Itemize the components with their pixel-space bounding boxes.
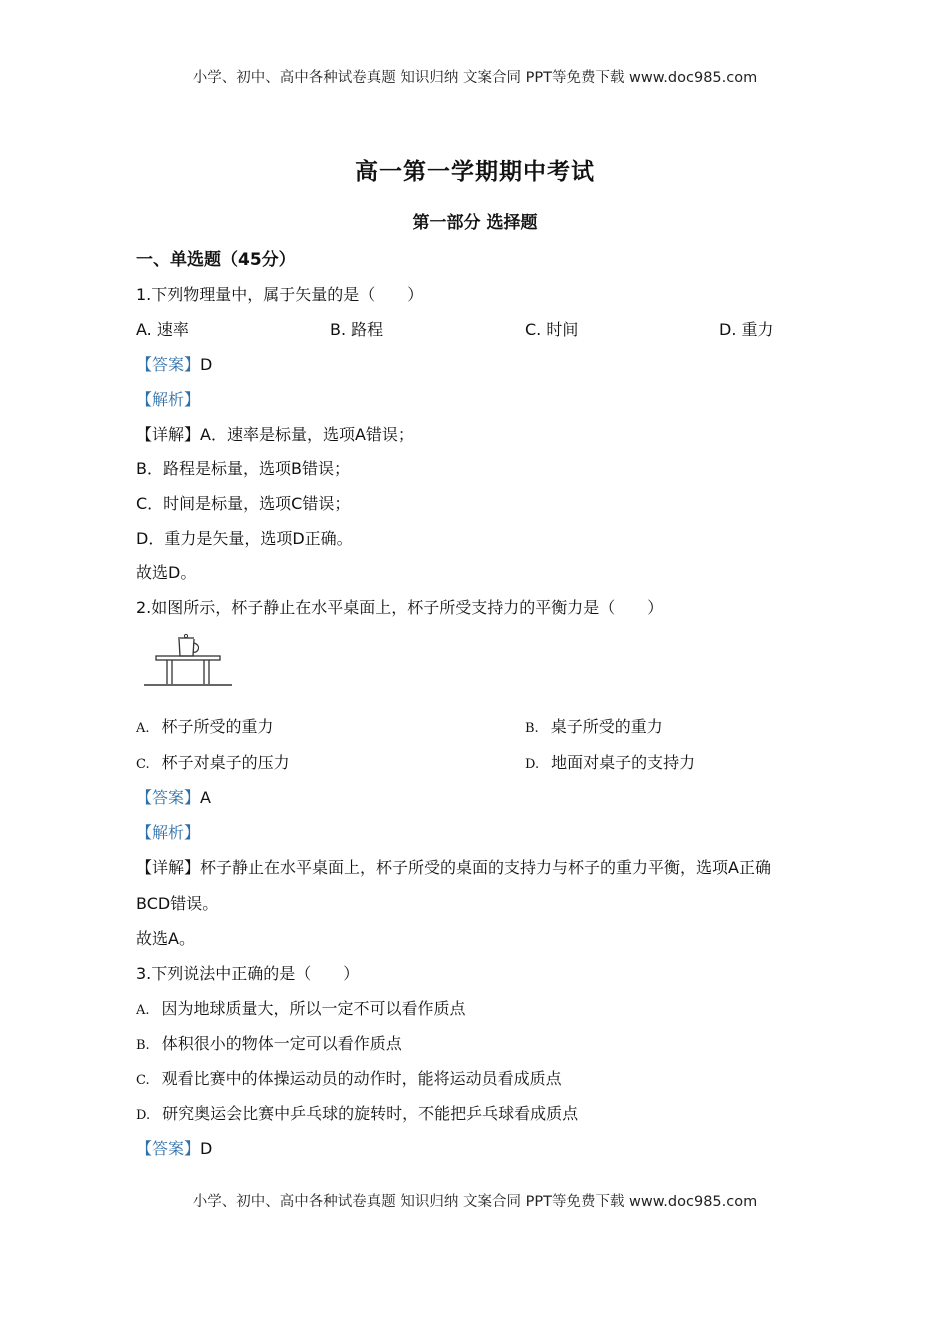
option-text: 因为地球质量大，所以一定不可以看作质点 xyxy=(161,999,466,1018)
option-label: D. xyxy=(136,1108,151,1123)
q2-option-b xyxy=(525,714,663,737)
q1-answer xyxy=(136,352,212,375)
q2-detail-line: BCD错误。 xyxy=(136,894,219,913)
q1-detail-line: D．重力是矢量，选项D正确。 xyxy=(136,529,353,548)
option-label: C. xyxy=(136,1073,150,1088)
q2-option-a xyxy=(136,714,274,737)
option-text: 杯子所受的重力 xyxy=(161,717,274,736)
q1-analysis-tag: 【解析】 xyxy=(136,390,201,409)
option-label: C. xyxy=(136,757,150,772)
option-text: 地面对桌子的支持力 xyxy=(551,753,696,772)
answer-tag: 【答案】 xyxy=(136,1139,201,1158)
q1-detail-line: 故选D。 xyxy=(136,563,197,582)
q1-option-b: B. 路程 xyxy=(330,320,384,339)
option-text: 杯子对桌子的压力 xyxy=(161,753,290,772)
q3-option-d xyxy=(136,1101,578,1124)
answer-tag: 【答案】 xyxy=(136,355,201,374)
q3-stem: 3.下列说法中正确的是（ ） xyxy=(136,964,360,983)
q1-detail-line: 【详解】A．速率是标量，选项A错误； xyxy=(136,425,414,444)
q1-detail-line: C．时间是标量，选项C错误； xyxy=(136,494,351,513)
exam-title: 高一第一学期期中考试 xyxy=(355,159,595,185)
q1-option-d: D. 重力 xyxy=(719,320,774,339)
option-label: A. xyxy=(136,721,150,736)
answer-value: A xyxy=(200,788,211,807)
part-title: 第一部分 选择题 xyxy=(412,213,538,233)
q3-option-c xyxy=(136,1066,562,1089)
q1-option-c: C. 时间 xyxy=(525,320,579,339)
q1-option-a: A. 速率 xyxy=(136,320,189,339)
option-label: B. xyxy=(136,1038,150,1053)
q3-option-b xyxy=(136,1031,402,1054)
option-text: 桌子所受的重力 xyxy=(550,717,663,736)
option-text: 研究奥运会比赛中乒乓球的旋转时，不能把乒乓球看成质点 xyxy=(162,1104,579,1123)
q2-option-d xyxy=(525,750,695,773)
q2-stem: 2.如图所示，杯子静止在水平桌面上，杯子所受支持力的平衡力是（ ） xyxy=(136,598,664,617)
q1-stem: 1.下列物理量中，属于矢量的是（ ） xyxy=(136,285,424,304)
option-label: B. xyxy=(525,721,539,736)
answer-tag: 【答案】 xyxy=(136,788,201,807)
option-label: D. xyxy=(525,757,540,772)
option-text: 观看比赛中的体操运动员的动作时，能将运动员看成质点 xyxy=(161,1069,562,1088)
option-label: A. xyxy=(136,1003,150,1018)
answer-value: D xyxy=(200,355,213,374)
q2-option-c xyxy=(136,750,290,773)
q3-answer xyxy=(136,1136,212,1159)
cup-on-table-figure xyxy=(142,632,234,690)
q2-answer xyxy=(136,785,211,808)
section-heading: 一、单选题（45分） xyxy=(136,250,296,270)
option-text: 体积很小的物体一定可以看作质点 xyxy=(161,1034,402,1053)
q2-detail-line: 故选A。 xyxy=(136,929,195,948)
page-header: 小学、初中、高中各种试卷真题 知识归纳 文案合同 PPT等免费下载 www.doc985.com xyxy=(192,70,758,86)
answer-value: D xyxy=(200,1139,213,1158)
page-footer: 小学、初中、高中各种试卷真题 知识归纳 文案合同 PPT等免费下载 www.doc985.com xyxy=(192,1194,758,1210)
q1-detail-line: B．路程是标量，选项B错误； xyxy=(136,459,350,478)
q2-detail-line: 【详解】杯子静止在水平桌面上，杯子所受的桌面的支持力与杯子的重力平衡，选项A正确 xyxy=(136,858,771,877)
q3-option-a xyxy=(136,996,466,1019)
q2-analysis-tag: 【解析】 xyxy=(136,823,201,842)
